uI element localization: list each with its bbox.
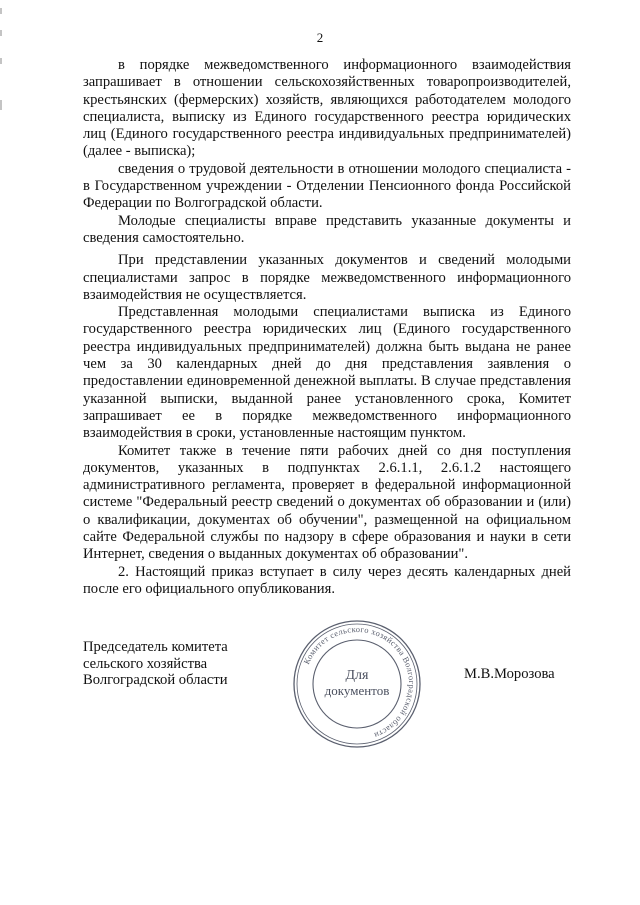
seal-center-line-2: документов xyxy=(324,683,390,698)
signature-title xyxy=(83,639,253,689)
paragraph-extract-validity: Представленная молодыми специалистами выписка из Единого государственного реестра юридических лиц (Единого государственного реестра индивидуальных предпринимателей) должна быть выдана не ранее чем за 30 календарных дней до дня представления заявления о предоставлении единовременной денежной выплаты. В случае представления указанной выписки, выданной ранее установленного срока, Комитет запрашивает ее в порядке межведомственного информационного взаимодействия в сроки, установленные настоящим пунктом. xyxy=(83,304,571,442)
signature-title-line: Волгоградской области xyxy=(83,672,228,688)
paragraph-self-submission: Молодые специалисты вправе представить указанные документы и сведения самостоятельно. xyxy=(83,212,571,246)
page-number: 2 xyxy=(316,30,324,45)
paragraph-interagency-request: в порядке межведомственного информационного взаимодействия запрашивает в отношении сельскохозяйственных товаропроизводителей, крестьянских (фермерских) хозяйств, являющихся работодателем молодого специалиста, выписку из Единого государственного реестра юридических лиц (Единого государственного реестра индивидуальных предпринимателей) (далее - выписка); xyxy=(83,57,571,160)
paragraph-no-request: При представлении указанных документов и сведений молодыми специалистами запрос в порядке межведомственного информационного взаимодействия не осуществляется. xyxy=(83,252,571,303)
seal-ring-text: Комитет сельского хозяйства Волгоградской области xyxy=(302,624,417,740)
document-body xyxy=(83,57,571,598)
signature-title-line: сельского хозяйства xyxy=(83,655,208,672)
paragraph-pension-fund-info: сведения о трудовой деятельности в отношении молодого специалиста - в Государственном учреждении - Отделении Пенсионного фонда Российской Федерации по Волгоградской области. xyxy=(83,160,571,212)
seal-center-line-1: Для xyxy=(345,668,369,683)
paragraph-education-check: Комитет также в течение пяти рабочих дней со дня поступления документов, указанных в подпунктах 2.6.1.1, 2.6.1.2 настоящего административного регламента, проверяет в федеральной информационной системе "Федеральный реестр сведений о документах об образовании и (или) о квалификации, документах об обучении", размещенной на официальном сайте Федеральной службы по надзору в сфере образования и науки в сети Интернет, сведения о выданных документах об образовании". xyxy=(83,442,571,563)
scan-edge-marks xyxy=(0,0,5,130)
paragraph-entry-into-force: 2. Настоящий приказ вступает в силу через десять календарных дней после его официального опубликования. xyxy=(83,563,571,597)
official-seal xyxy=(290,617,424,751)
signature-title-line: Председатель комитета xyxy=(83,639,228,655)
signer-name: М.В.Морозова xyxy=(464,666,555,682)
